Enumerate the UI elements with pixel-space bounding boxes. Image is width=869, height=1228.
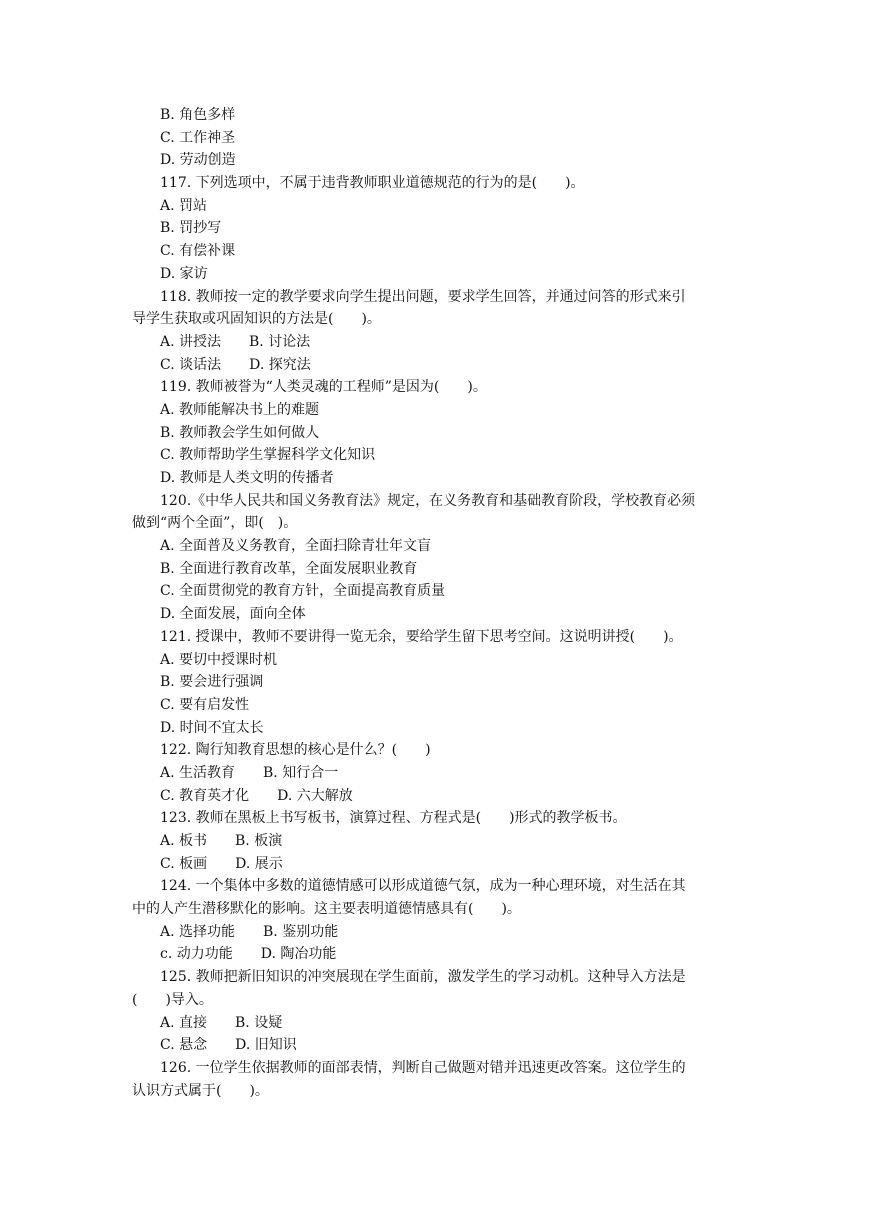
answer-option: C. 工作神圣 bbox=[160, 129, 236, 146]
question-text: 126. 一位学生依据教师的面部表情，判断自己做题对错并迅速更改答案。这位学生的 bbox=[160, 1059, 686, 1076]
answer-option: D. 家访 bbox=[160, 265, 208, 282]
question-text: 121. 授课中，教师不要讲得一览无余，要给学生留下思考空间。这说明讲授( )。 bbox=[160, 628, 683, 645]
question-text: 117. 下列选项中，不属于违背教师职业道德规范的行为的是( )。 bbox=[160, 175, 585, 192]
question-text-continued: 做到“两个全面”，即( )。 bbox=[132, 515, 298, 532]
answer-option: C. 要有启发性 bbox=[160, 696, 250, 713]
answer-option: B. 要会进行强调 bbox=[160, 674, 264, 691]
answer-option: D. 劳动创造 bbox=[160, 152, 236, 169]
answer-option: A. 讲授法 B. 讨论法 bbox=[160, 333, 311, 350]
question-text: 125. 教师把新旧知识的冲突展现在学生面前，激发学生的学习动机。这种导入方法是 bbox=[160, 969, 686, 986]
question-list bbox=[132, 104, 740, 1102]
answer-option: A. 生活教育 B. 知行合一 bbox=[160, 764, 339, 781]
answer-option: D. 教师是人类文明的传播者 bbox=[160, 470, 334, 486]
answer-option: c. 动力功能 D. 陶冶功能 bbox=[160, 946, 337, 963]
question-text-continued: 认识方式属于( )。 bbox=[132, 1082, 269, 1099]
answer-option: D. 时间不宜太长 bbox=[160, 719, 264, 736]
answer-option: C. 谈话法 D. 探究法 bbox=[160, 356, 311, 373]
answer-option: C. 有偿补课 bbox=[160, 243, 236, 260]
question-text: 118. 教师按一定的教学要求向学生提出问题，要求学生回答，并通过问答的形式来引 bbox=[160, 288, 686, 305]
answer-option: A. 板书 B. 板演 bbox=[160, 833, 283, 849]
question-text: 122. 陶行知教育思想的核心是什么？( ) bbox=[160, 742, 431, 759]
answer-option: A. 罚站 bbox=[160, 197, 208, 214]
question-text-continued: 导学生获取或巩固知识的方法是( )。 bbox=[132, 311, 381, 328]
answer-option: C. 教师帮助学生掌握科学文化知识 bbox=[160, 447, 376, 464]
answer-option: C. 板画 D. 展示 bbox=[160, 855, 283, 872]
question-text: 124. 一个集体中多数的道德情感可以形成道德气氛，成为一种心理环境，对生活在其 bbox=[160, 878, 686, 895]
answer-option: C. 全面贯彻党的教育方针，全面提高教育质量 bbox=[160, 583, 446, 600]
answer-option: C. 悬念 D. 旧知识 bbox=[160, 1037, 297, 1054]
question-text-continued: 中的人产生潜移默化的影响。这主要表明道德情感具有( )。 bbox=[132, 901, 521, 918]
question-text: 120.《中华人民共和国义务教育法》规定，在义务教育和基础教育阶段，学校教育必须 bbox=[160, 492, 696, 509]
answer-option: B. 罚抄写 bbox=[160, 220, 222, 237]
answer-option: D. 全面发展，面向全体 bbox=[160, 606, 306, 623]
answer-option: B. 角色多样 bbox=[160, 107, 236, 123]
answer-option: B. 教师教会学生如何做人 bbox=[160, 424, 320, 441]
answer-option: A. 要切中授课时机 bbox=[160, 651, 278, 668]
question-text: 123. 教师在黑板上书写板书，演算过程、方程式是( )形式的教学板书。 bbox=[160, 810, 627, 827]
question-text-continued: ( )导入。 bbox=[132, 991, 213, 1008]
answer-option: B. 全面进行教育改革，全面发展职业教育 bbox=[160, 560, 418, 577]
answer-option: A. 选择功能 B. 鉴别功能 bbox=[160, 923, 339, 940]
answer-option: A. 教师能解决书上的难题 bbox=[160, 401, 320, 418]
answer-option: C. 教育英才化 D. 六大解放 bbox=[160, 787, 353, 804]
answer-option: A. 全面普及义务教育，全面扫除青壮年文盲 bbox=[160, 538, 432, 555]
answer-option: A. 直接 B. 设疑 bbox=[160, 1014, 283, 1031]
question-text: 119. 教师被誉为“人类灵魂的工程师”是因为( )。 bbox=[160, 379, 487, 396]
